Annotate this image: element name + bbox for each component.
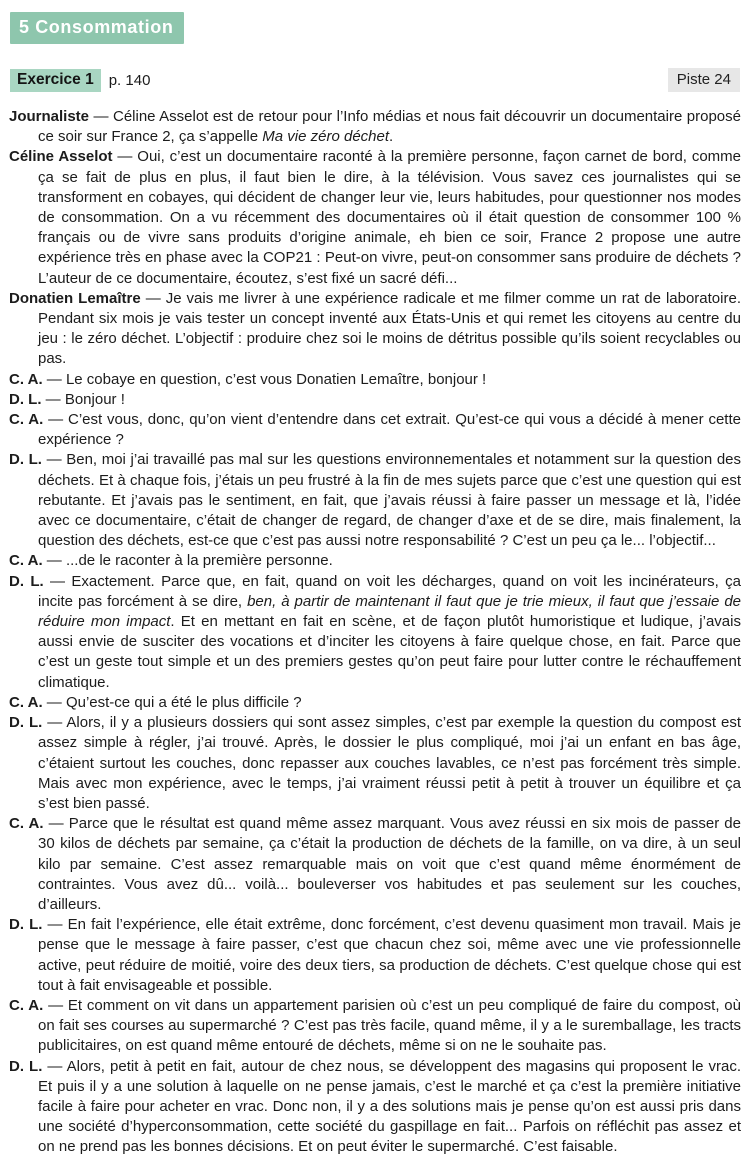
dialogue-text: — Je vais me livrer à une expérience radicale et me filmer comme un rat de laboratoire. Pendant six mois je vais tester un concept inventé aux États-Unis et qui remet les citoyens au centre du jeu : le zéro déchet. L’objectif : produire chez soi le moins de détritus possible qu’ils soient recyclables ou pas. <box>38 289 741 368</box>
speaker-label: C. A. <box>9 552 43 570</box>
dialogue-text: — Et comment on vit dans un appartement parisien où c’est un peu compliqué de faire du compost, où on fait ses courses au supermarché ? C’est pas très facile, quand même, il y a le suremballage, les tracts publicitaires, on est quand même entouré de déchets, même si on ne le souhaite pas. <box>38 996 741 1055</box>
dialogue-text: — Céline Asselot est de retour pour l’Info médias et nous fait découvrir un documentaire proposé ce soir sur France 2, ça s’appelle <box>38 108 741 146</box>
speaker-label: C. A. <box>9 996 44 1014</box>
speaker-label: D. L. <box>9 714 43 732</box>
dialogue-text: . <box>389 128 394 146</box>
dialogue-text: — Qu’est-ce qui a été le plus difficile ? <box>42 693 302 711</box>
dialogue-italic-text: Ma vie zéro déchet <box>262 128 390 146</box>
transcript-paragraph <box>9 390 741 410</box>
speaker-label: D. L. <box>9 390 42 408</box>
dialogue-text: — Ben, moi j’ai travaillé pas mal sur les questions environnementales et notamment sur la question des déchets. Et à chaque fois, j’étais un peu frustré à la fin de mes sujets parce que c’est une question qui est rebutante. Et j’avais pas le sentiment, en fait, que j’avais réussi à faire passer un message et là, l’idée avec ce documentaire, c’était de changer de regard, de changer d’axe et de se dire, mais finalement, la question des déchets, est-ce que c’est pas aussi notre responsabilité ? C’est un peu ça le... l’objectif... <box>38 451 741 550</box>
dialogue-text: — Alors, il y a plusieurs dossiers qui sont assez simples, c’est par exemple la question du compost est assez simple à régler, j’ai trouvé. Après, le dossier le plus compliqué, moi j’ai un enfant en bas âge, c’étaient surtout les couches, donc repasser aux couches lavables, ce n’est pas forcément très simple. Mais avec mon expérience, avec le temps, j’ai vraiment réussi petit à petit à trouver un équilibre et ça s’est bien passé. <box>38 714 741 812</box>
dialogue-text: — Alors, petit à petit en fait, autour de chez nous, se développent des magasins qui proposent le vrac. Et puis il y a une solution à laquelle on ne pense jamais, c’est le marché et ça c’est la première initiative facile à faire pour acheter en vrac. Donc non, il y a des solutions mais je pense qu’on est aussi pris dans une société d’hyperconsommation, cette société du gaspillage en fait... Parfois on réfléchit pas assez et on ne prend pas les bonnes décisions. Et on peut éviter le supermarché. C’est faisable. <box>38 1057 742 1156</box>
speaker-label: D. L. <box>9 1057 43 1075</box>
audio-track-badge: Piste 24 <box>668 68 740 92</box>
transcript-paragraph <box>9 814 741 915</box>
dialogue-text: — Bonjour ! <box>41 390 125 408</box>
exercise-badge: Exercice 1 <box>10 69 101 92</box>
dialogue-text: — Exactement. Parce que, en fait, quand on voit les décharges, quand on voit les incinérateurs, ça incite pas forcément à se dire, <box>38 572 741 610</box>
dialogue-text: — Parce que le résultat est quand même assez marquant. Vous avez réussi en six mois de passer de 30 kilos de déchets par semaine, ça c’était la production de déchets de la famille, on va dire, à un seul kilo par semaine. C’est assez remarquable mais on voit que c’est quand même énormément de contraintes. Vous avez dû... voilà... bouleverser vos habitudes et pas seulement sur les couches, d’ailleurs. <box>38 815 741 913</box>
dialogue-text: . Et en mettant en fait en scène, et de façon plutôt humoristique et ludique, j’avais aussi envie de susciter des vocations et d’inciter les citoyens à faire quelque chose, en fait. Parce que c’est un geste tout simple et un des premiers gestes qu’on peut faire pour lutter contre le réchauffement climatique. <box>38 613 741 691</box>
speaker-label: C. A. <box>9 815 44 833</box>
dialogue-text: — En fait l’expérience, elle était extrême, donc forcément, c’est devenu quasiment mon travail. Mais je pense que le message à faire passer, c’est que chacun chez soi, même avec une vie professionnelle active, peut réduire de moitié, voire des deux tiers, sa production de déchets. C’est quelque chose qui est tout à fait envisageable et possible. <box>38 916 741 994</box>
transcript-paragraph <box>9 693 741 713</box>
unit-title-badge: 5 Consommation <box>10 12 184 44</box>
transcript-paragraph <box>9 410 741 450</box>
dialogue-text: — Le cobaye en question, c’est vous Donatien Lemaître, bonjour ! <box>42 370 487 388</box>
dialogue-italic-text: ben, à partir de maintenant il faut que je trie mieux, il faut que j’essaie de réduire mon impact <box>38 592 741 631</box>
transcript-paragraph <box>9 996 741 1057</box>
transcript-paragraph <box>9 915 741 996</box>
transcript-paragraph <box>9 147 741 288</box>
speaker-label: Céline Asselot <box>9 148 113 166</box>
transcript-paragraph <box>9 370 741 390</box>
transcript-paragraph <box>9 551 741 571</box>
exercise-header-row <box>10 68 740 92</box>
dialogue-text: — Oui, c’est un documentaire raconté à la première personne, façon carnet de bord, comme ça se fait de plus en plus, il faut bien le dire, à la télévision. Vous savez ces journalistes qui se transforment en cobayes, qui décident de changer leur vie, leurs habitudes, pour questionner nos modes de consommation. On a vu récemment des documentaires où il était question de consommer 100 % français ou de vivre sans produits d’origine animale, eh bien ce soir, France 2 propose une autre expérience très en phase avec la COP21 : Peut-on vivre, peut-on consommer sans produire de déchets ? L’auteur de ce documentaire, écoutez, s’est fixé un sacré défi... <box>38 148 742 287</box>
speaker-label: D. L. <box>9 451 42 469</box>
transcript-paragraph <box>9 1057 741 1158</box>
transcript-paragraph <box>9 450 741 551</box>
dialogue-text: — C’est vous, donc, qu’on vient d’entendre dans cet extrait. Qu’est-ce qui vous a décidé à mener cette expérience ? <box>38 411 741 449</box>
transcript-paragraph <box>9 289 741 370</box>
transcript-paragraph <box>9 107 741 147</box>
speaker-label: C. A. <box>9 411 44 429</box>
speaker-label: Journaliste <box>9 108 90 125</box>
transcript-paragraph <box>9 713 741 814</box>
page-reference: p. 140 <box>108 71 151 89</box>
speaker-label: C. A. <box>9 693 43 711</box>
transcript-paragraph <box>9 572 741 693</box>
speaker-label: Donatien Lemaître <box>9 289 141 307</box>
speaker-label: D. L. <box>9 572 44 590</box>
speaker-label: C. A. <box>9 370 43 388</box>
transcript <box>9 107 741 1158</box>
exercise-header-left <box>10 69 150 92</box>
dialogue-text: — ...de le raconter à la première personne. <box>42 552 333 570</box>
speaker-label: D. L. <box>9 916 43 934</box>
